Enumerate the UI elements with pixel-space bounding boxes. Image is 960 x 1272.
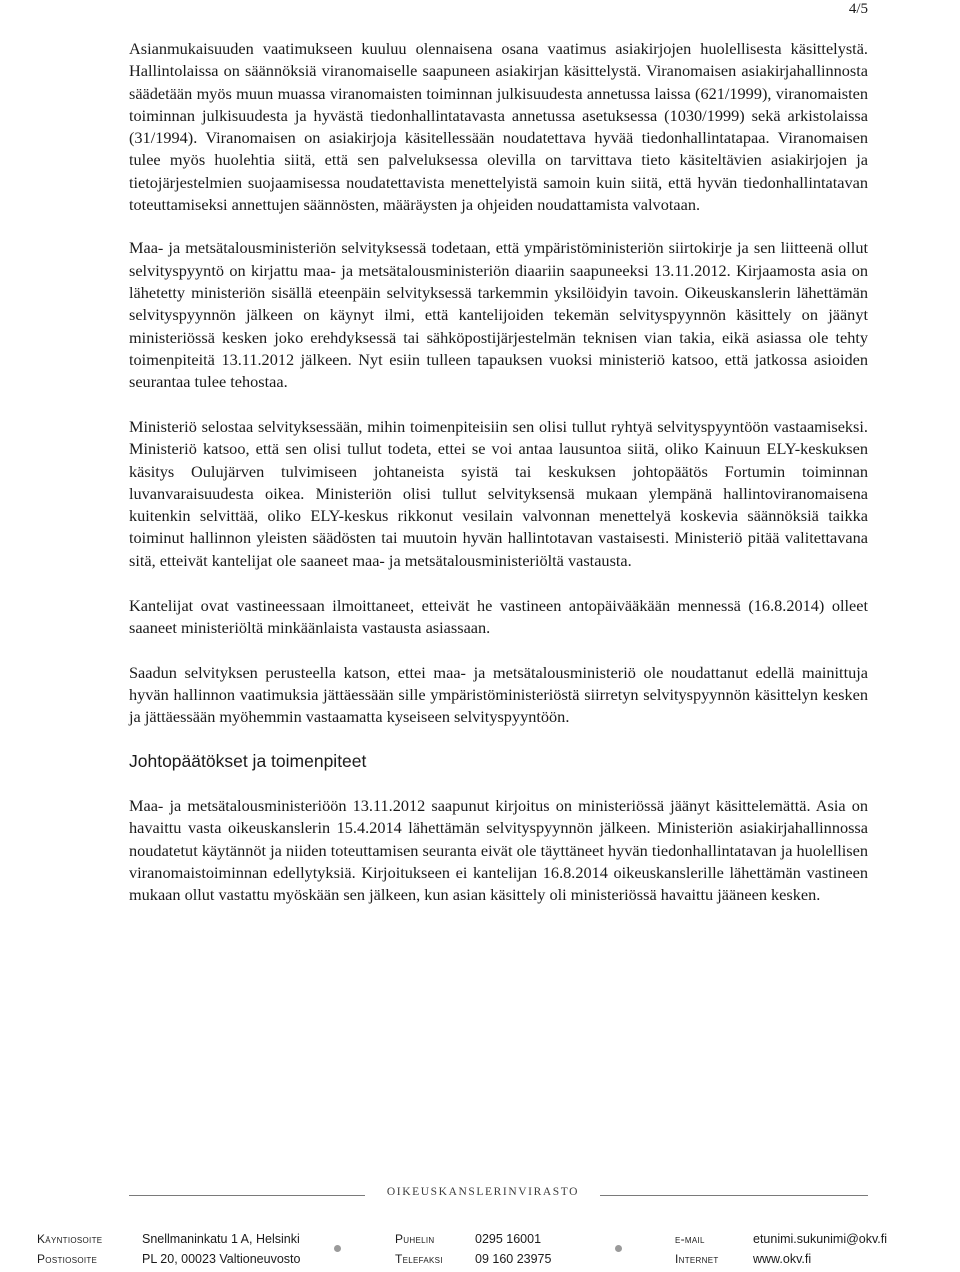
internet-label: Internet bbox=[675, 1252, 719, 1266]
phone-value: 0295 16001 bbox=[475, 1232, 542, 1246]
footer-rule-right bbox=[600, 1195, 868, 1196]
postal-address-label: Postiosoite bbox=[37, 1252, 98, 1266]
paragraph-complainants-response: Kantelijat ovat vastineessaan ilmoittaneet, etteivät he vastineen antopäivääkään mennessä (16.8.2014) olleet saaneet ministeriöltä minkäänlaista vastausta asiassaan. bbox=[129, 595, 868, 637]
footer-row-1 bbox=[37, 1232, 917, 1252]
fax-label: Telefaksi bbox=[395, 1252, 443, 1266]
visiting-address-value: Snellmaninkatu 1 A, Helsinki bbox=[142, 1232, 300, 1246]
phone-label: Puhelin bbox=[395, 1232, 435, 1246]
footer-row-2 bbox=[37, 1252, 917, 1272]
paragraph-records-management: Asianmukaisuuden vaatimukseen kuuluu olennaisena osana vaatimus asiakirjojen huolellisesta käsittelystä. Hallintolaissa on säännöksiä viranomaiselle saapuneen asiakirjan käsittelystä. Viranomaisen asiakirjahallinnosta säädetään myös muun muassa viranomaisten toiminnan julkisuudesta annetussa laissa (621/1999), viranomaisten toiminnan julkisuudesta ja hyvästä tiedonhallintatavasta annetussa asetuksessa (1030/1999) sekä arkistolaissa (31/1994). Viranomaisen on asiakirjoja käsitellessään noudatettava hyvää tiedonhallintatapaa. Viranomaisen tulee myös huolehtia siitä, että sen palveluksessa olevilla on tarvittava tieto käsiteltävien asiakirjojen ja tietojärjestelmien suojaamisessa noudatettavista menettelyistä samoin kuin siitä, että hyvän tiedonhallintatavan toteuttamiseksi annettujen säännösten, määräysten ja ohjeiden noudattamista valvotaan. bbox=[129, 39, 868, 215]
paragraph-assessment: Saadun selvityksen perusteella katson, ettei maa- ja metsätalousministeriö ole noudattanut edellä mainittuja hyvän hallinnon vaatimuksia jättäessään sille ympäristöministeriöstä siirretyn selvityspyynnön käsittelyn kesken ja jättäessään myöhemmin vastaamatta kyseiseen selvityspyyntöön. bbox=[129, 662, 868, 727]
paragraph-ministry-explanation: Ministeriö selostaa selvityksessään, mihin toimenpiteisiin sen olisi tullut ryhtyä selvityspyyntöön vastaamiseksi. Ministeriö katsoo, että sen olisi tullut todeta, ettei se voi antaa lausuntoa siitä, oliko Kainuun ELY-keskuksen käsitys Oulujärven tulvimiseen johtaneista syistä tai keskuksen johtopäätös Fortumin toiminnan luvanvaraisuudesta oikea. Ministeriön olisi tullut selvityksensä mukaan ylempänä hallintoviranomaisena kuitenkin selvittää, oliko ELY-keskus rikkonut vesilain valvonnan menettelyä koskevia säännöksiä taikka toiminut hallinnon yleisten säädösten tai muutoin hyvän hallintotavan vastaisesti. Ministeriö pitää valitettavana sitä, etteivät kantelijat ole saaneet maa- ja metsätalousministeriöltä vastausta. bbox=[129, 416, 868, 570]
paragraph-ministry-report: Maa- ja metsätalousministeriön selvityksessä todetaan, että ympäristöministeriön siirtokirje ja sen liitteenä ollut selvityspyyntö on kirjattu maa- ja metsätalousministeriön diaariin saapuneeksi 13.11.2012. Kirjaamosta asia on lähetetty ministeriön sisällä eteenpäin selvityksessä tarkemmin yksilöidyin tavoin. Oikeuskanslerin lähettämän selvityspyynnön jälkeen on käynyt ilmi, että kantelijoiden tekemän selvityspyynnön käsittely on jäänyt ministeriössä kesken joko erehdyksessä tai sähköpostijärjestelmän teknisen vian takia, eikä asiassa ole tehty toimenpiteitä 13.11.2012 jälkeen. Nyt esiin tulleen tapauksen vuoksi ministeriö katsoo, että jatkossa asioiden seurantaa tulee tehostaa. bbox=[129, 238, 868, 392]
postal-address-value: PL 20, 00023 Valtioneuvosto bbox=[142, 1252, 301, 1266]
website-link[interactable]: www.okv.fi bbox=[753, 1252, 812, 1266]
paragraph-conclusion: Maa- ja metsätalousministeriöön 13.11.2012 saapunut kirjoitus on ministeriössä jäänyt käsittelemättä. Asia on havaittu vasta oikeuskanslerin 15.4.2014 lähettämän selvityspyynnön jälkeen. Ministeriön asiakirjahallinnossa noudatetut käytännöt ja niiden toteuttamisen seuranta eivät ole täyttäneet hyvän tiedonhallintatavan ja huolellisen viranomaistoiminnan edellytyksiä. Kirjoitukseen ei kantelijan 16.8.2014 oikeuskanslerille lähettämän vastineen mukaan ollut vastattu myöskään sen jälkeen, kun asian käsittely oli ministeriössä havaittu jääneen kesken. bbox=[129, 796, 868, 905]
footer-brand-logo: OIKEUSKANSLERINVIRASTO bbox=[386, 1186, 580, 1198]
footer-contact-info bbox=[37, 1232, 917, 1272]
email-value[interactable]: etunimi.sukunimi@okv.fi bbox=[753, 1232, 888, 1246]
email-label: e-mail bbox=[675, 1232, 705, 1246]
section-heading: Johtopäätökset ja toimenpiteet bbox=[129, 751, 367, 772]
page-number: 4/5 bbox=[848, 1, 868, 17]
footer-rule-left bbox=[129, 1195, 365, 1196]
visiting-address-label: Käyntiosoite bbox=[37, 1232, 103, 1246]
fax-value: 09 160 23975 bbox=[475, 1252, 552, 1266]
document-body bbox=[129, 38, 868, 929]
